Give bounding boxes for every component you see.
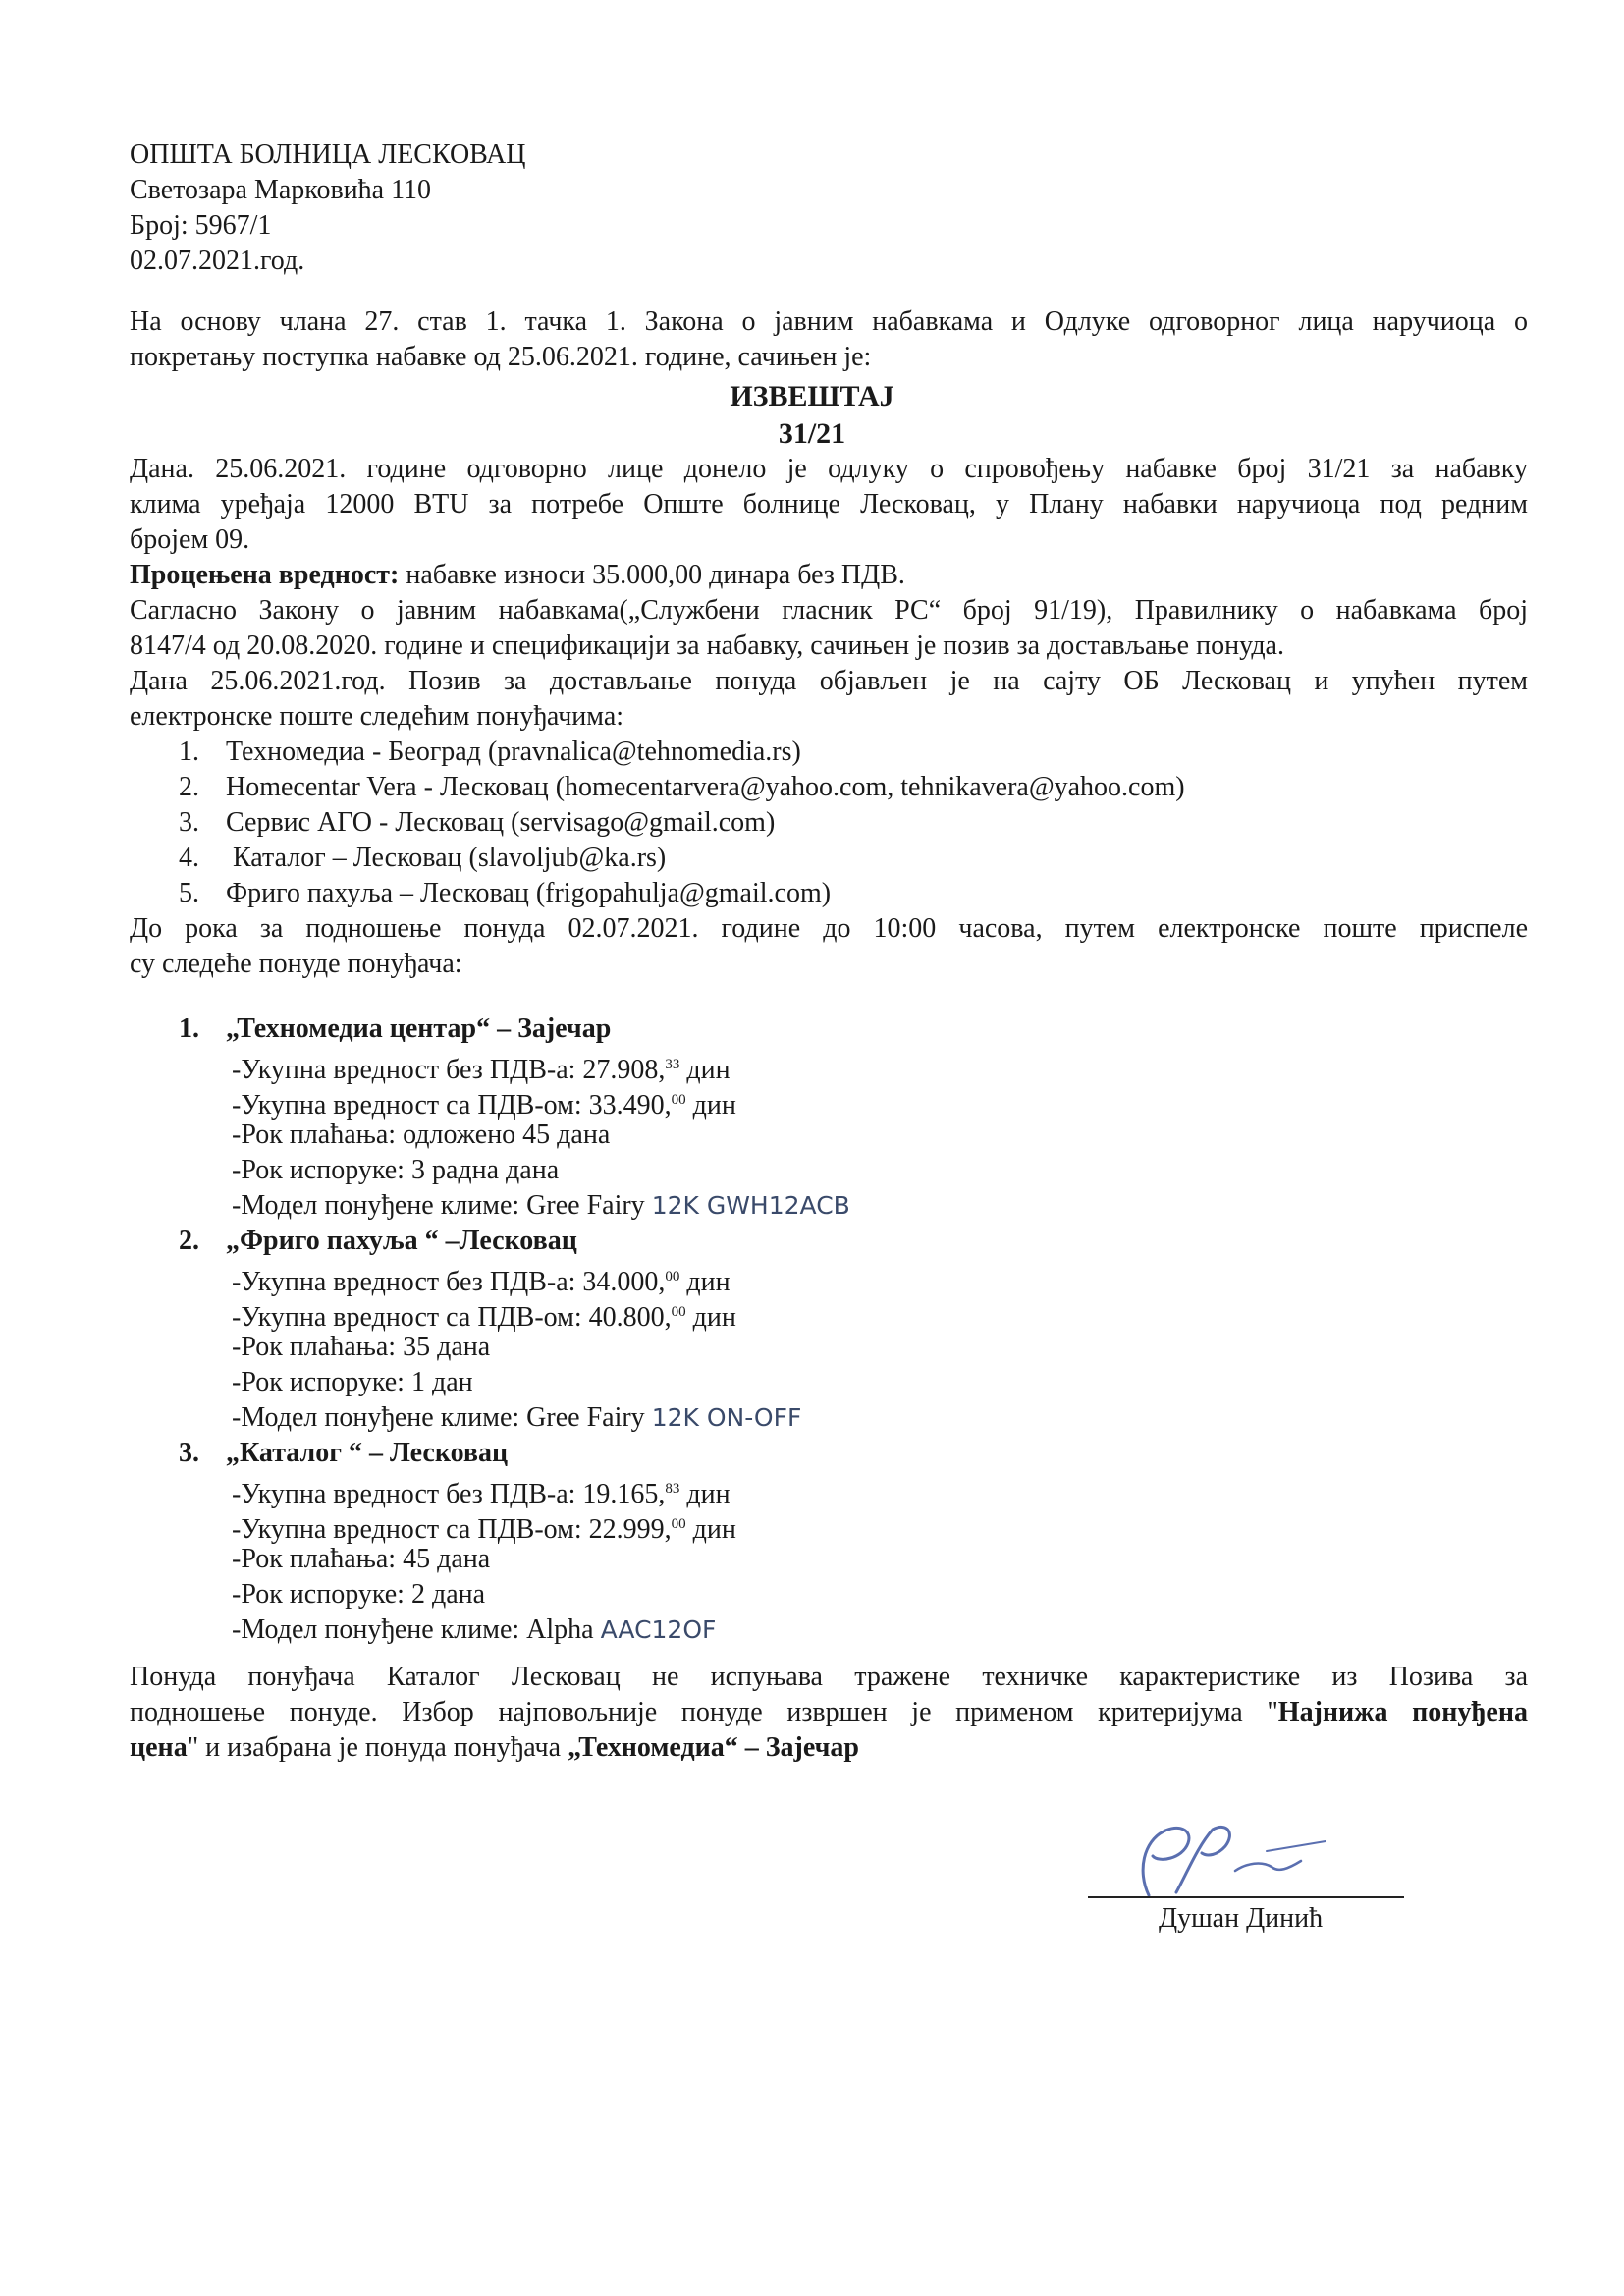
offer-model-label: -Модел понуђене климе: Alpha <box>232 1614 601 1645</box>
deadline-line-1: До рока за подношење понуда 02.07.2021. године до 10:00 часова, путем електронске поште приспеле <box>130 913 1528 944</box>
list-item-number: 2. <box>179 772 199 802</box>
list-item <box>179 770 1185 805</box>
paragraph-1-line-2: клима уређаја 12000 BTU за потребе Опште болнице Лесковац, у Плану набавки наручиоца под редним <box>130 489 1528 519</box>
offer-gross-label: -Укупна вредност са ПДВ-ом: 40.800, <box>232 1302 672 1333</box>
offer-number: 2. <box>179 1226 199 1256</box>
offer-net-decimals: 33 <box>665 1057 680 1072</box>
offer-heading <box>179 1436 508 1471</box>
estimated-value-label: Процењена вредност: <box>130 560 400 590</box>
offer-model <box>232 1613 716 1648</box>
list-item-text: Каталог – Лесковац (slavoljub@ka.rs) <box>226 843 667 873</box>
paragraph-3-line-2: 8147/4 од 20.08.2020. године и спецификацији за набавку, сачињен је позив за достављање понуда. <box>130 630 1284 661</box>
criterion-bold-end: цена <box>130 1732 188 1763</box>
list-item <box>179 876 831 911</box>
estimated-value <box>130 558 905 593</box>
offer-heading <box>179 1011 611 1047</box>
offer-model-label: -Модел понуђене климе: Gree Fairy <box>232 1402 652 1433</box>
offer-gross-unit: дин <box>685 1302 736 1333</box>
paragraph-4-line-1: Дана 25.06.2021.год. Позив за достављање понуда објављен је на сајту ОБ Лесковац и упућен путем <box>130 666 1528 696</box>
paragraph-1-line-1: Дана. 25.06.2021. године одговорно лице донело је одлуку о спровођењу набавке број 31/21 за набавку <box>130 454 1528 484</box>
offer-model <box>232 1188 850 1224</box>
offer-delivery-term: -Рок испоруке: 1 дан <box>232 1367 473 1397</box>
offer-model-code: 12K ON-OFF <box>651 1403 802 1432</box>
offer-payment-term: -Рок плаћања: 35 дана <box>232 1332 491 1362</box>
list-item-text: Фриго пахуља – Лесковац (frigopahulja@gmail.com) <box>226 878 832 908</box>
conclusion-line-1: Понуда понуђача Каталог Лесковац не испуњава тражене техничке карактеристике из Позива за <box>130 1662 1528 1692</box>
offer-net-label: -Укупна вредност без ПДВ-а: 19.165, <box>232 1479 666 1509</box>
list-item <box>179 805 775 841</box>
offer-model-code: AAC12OF <box>600 1615 717 1644</box>
offer-gross-unit: дин <box>685 1514 736 1545</box>
signature-line <box>1088 1896 1404 1898</box>
offer-delivery-term: -Рок испоруке: 3 радна дана <box>232 1155 560 1185</box>
intro-line-2: покретању поступка набавке од 25.06.2021. године, сачињен је: <box>130 342 872 372</box>
offer-net-label: -Укупна вредност без ПДВ-а: 34.000, <box>232 1267 666 1297</box>
offer-net-unit: дин <box>679 1479 731 1509</box>
offer-number: 3. <box>179 1438 199 1468</box>
report-number: 31/21 <box>778 417 846 450</box>
institution-name: ОПШТА БОЛНИЦА ЛЕСКОВАЦ <box>130 139 526 170</box>
deadline-line-2: су следеће понуде понуђача: <box>130 949 462 979</box>
offer-payment-term: -Рок плаћања: 45 дана <box>232 1544 491 1574</box>
paragraph-4-line-2: електронске поште следећим понуђачима: <box>130 701 624 732</box>
signatory-name: Душан Динић <box>1159 1903 1324 1934</box>
conclusion-line-3 <box>130 1730 859 1766</box>
list-item-text: Сервис АГО - Лесковац (servisago@gmail.com) <box>226 807 776 838</box>
offer-model-label: -Модел понуђене климе: Gree Fairy <box>232 1190 652 1221</box>
offer-name: „Фриго пахуља “ –Лесковац <box>226 1226 577 1256</box>
list-item <box>179 841 666 876</box>
report-title: ИЗВЕШТАЈ <box>730 380 894 412</box>
offer-net-decimals: 00 <box>665 1269 680 1285</box>
list-item <box>179 735 801 770</box>
offer-gross-unit: дин <box>685 1090 736 1121</box>
list-item-number: 5. <box>179 878 199 908</box>
intro-line-1: На основу члана 27. став 1. тачка 1. Закона о јавним набавкама и Одлуке одговорног лица наручиоца о <box>130 306 1528 337</box>
conclusion-line-2 <box>130 1695 1528 1730</box>
offer-delivery-term: -Рок испоруке: 2 дана <box>232 1579 486 1610</box>
offer-name: „Каталог “ – Лесковац <box>226 1438 509 1468</box>
document-number: Број: 5967/1 <box>130 210 272 241</box>
offer-number: 1. <box>179 1013 199 1044</box>
offer-net-decimals: 83 <box>665 1481 680 1497</box>
offer-name: „Техномедиа центар“ – Зајечар <box>226 1013 612 1044</box>
estimated-value-text: набавке износи 35.000,00 динара без ПДВ. <box>399 560 905 590</box>
conclusion-text: подношење понуде. Избор најповољније понуде извршен је применом критеријума " <box>130 1697 1278 1727</box>
offer-gross-label: -Укупна вредност са ПДВ-ом: 33.490, <box>232 1090 672 1121</box>
offer-heading <box>179 1224 577 1259</box>
selected-bidder: „Техномедиа“ – Зајечар <box>568 1732 859 1763</box>
paragraph-1-line-3: бројем 09. <box>130 524 250 555</box>
institution-address: Светозара Марковића 110 <box>130 175 432 205</box>
paragraph-3-line-1: Сагласно Закону о јавним набавкама(„Службени гласник РС“ број 91/19), Правилнику о набавкама број <box>130 595 1528 626</box>
list-item-text: Техномедиа - Београд (pravnalica@tehnomedia.rs) <box>226 737 801 767</box>
list-item-number: 1. <box>179 737 199 767</box>
offer-gross-decimals: 00 <box>671 1092 686 1108</box>
document-date: 02.07.2021.год. <box>130 246 305 276</box>
offer-net-unit: дин <box>679 1055 731 1085</box>
offer-payment-term: -Рок плаћања: одложено 45 дана <box>232 1120 611 1150</box>
conclusion-text: " и изабрана је понуда понуђача <box>187 1732 568 1763</box>
list-item-number: 3. <box>179 807 199 838</box>
list-item-text: Homecentar Vera - Лесковац (homecentarvera@yahoo.com, tehnikavera@yahoo.com) <box>226 772 1185 802</box>
list-item-number: 4. <box>179 843 199 873</box>
offer-model <box>232 1400 801 1436</box>
handwritten-signature <box>1119 1802 1355 1910</box>
offer-gross-decimals: 00 <box>671 1516 686 1532</box>
offer-model-code: 12K GWH12ACB <box>651 1191 850 1220</box>
offer-gross-label: -Укупна вредност са ПДВ-ом: 22.999, <box>232 1514 672 1545</box>
offer-gross-decimals: 00 <box>671 1304 686 1320</box>
offer-net-label: -Укупна вредност без ПДВ-а: 27.908, <box>232 1055 666 1085</box>
criterion-bold: Најнижа понуђена <box>1277 1697 1528 1727</box>
offer-net-unit: дин <box>679 1267 731 1297</box>
